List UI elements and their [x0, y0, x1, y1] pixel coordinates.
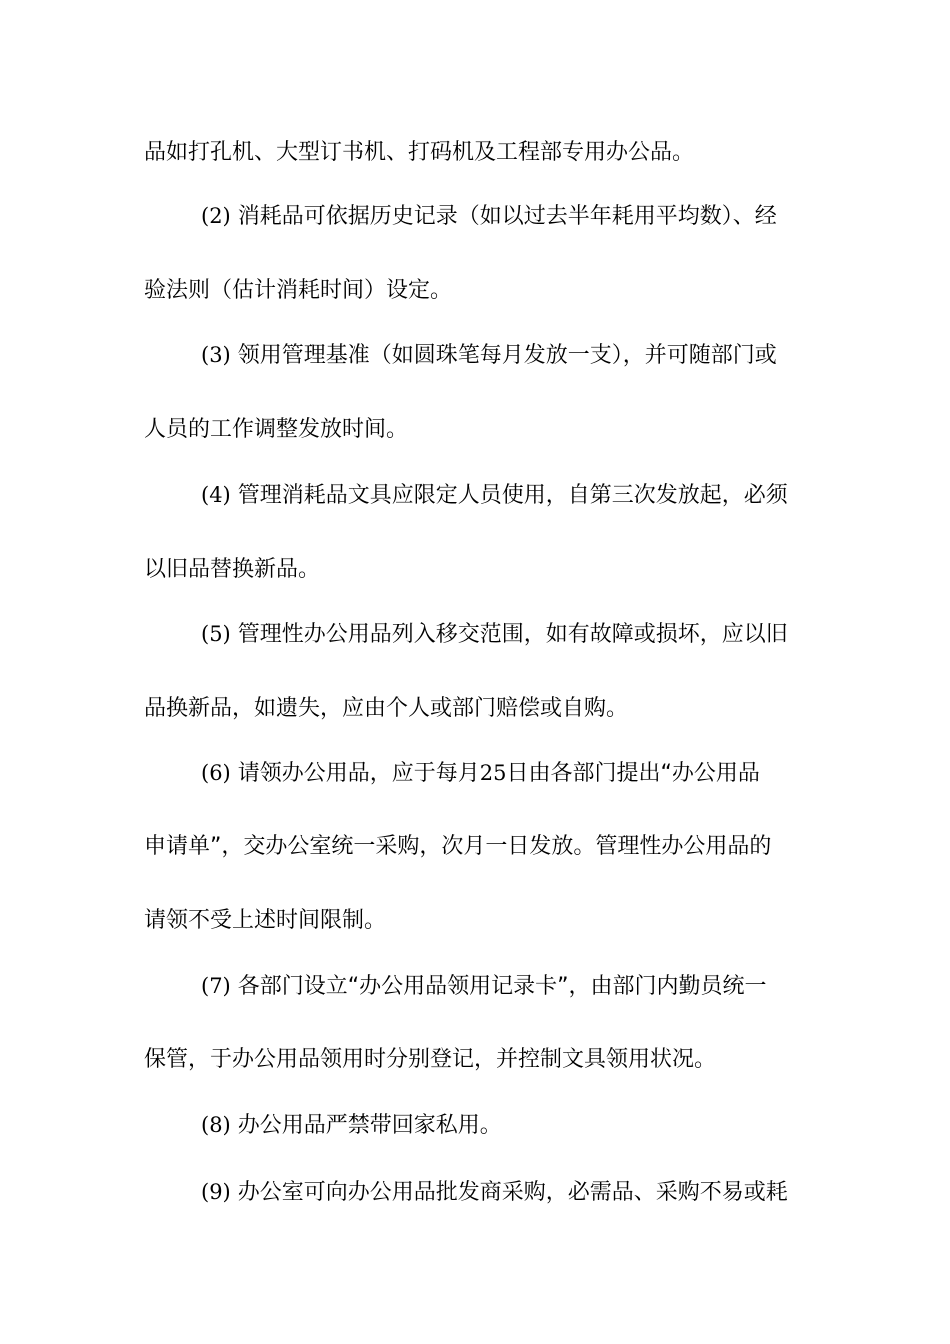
item-marker-6: (6)	[201, 761, 231, 785]
item-marker-7: (7)	[201, 974, 231, 998]
line-text: 管理性办公用品列入移交范围，如有故障或损坏，应以旧	[237, 622, 788, 647]
item-marker-4: (4)	[201, 483, 231, 507]
item-6-line-3	[144, 906, 814, 936]
item-2-line-1	[201, 201, 871, 232]
item-marker-5: (5)	[201, 622, 231, 646]
item-2-line-2	[144, 276, 814, 306]
item-3-line-1	[201, 340, 871, 371]
item-marker-3: (3)	[201, 343, 231, 367]
item-4-line-2	[144, 555, 814, 585]
line-text: 消耗品可依据历史记录（如以过去半年耗用平均数）、经	[237, 204, 777, 229]
line-text: 办公室可向办公用品批发商采购，必需品、采购不易或耗	[237, 1180, 788, 1205]
line-text: 保管，于办公用品领用时分别登记，并控制文具领用状况。	[144, 1047, 717, 1072]
item-9-line-1	[201, 1177, 871, 1208]
line-text: 请领办公用品，应于每月	[237, 761, 480, 786]
line-text: 日由各部门提出“办公用品	[506, 761, 760, 786]
line-text: 各部门设立“办公用品领用记录卡”，由部门内勤员统一	[237, 974, 767, 999]
line-text: 申请单”，交办公室统一采购，次月一日发放。管理性办公用品的	[144, 834, 772, 859]
line-text: 请领不受上述时间限制。	[144, 908, 387, 933]
line-text: 品换新品，如遗失，应由个人或部门赔偿或自购。	[144, 696, 629, 721]
item-8-line-1	[201, 1110, 871, 1141]
day-number: 25	[479, 761, 507, 785]
item-3-line-2	[144, 415, 814, 445]
line-text: 领用管理基准（如圆珠笔每月发放一支），并可随部门或	[237, 343, 777, 368]
item-marker-8: (8)	[201, 1113, 231, 1137]
item-7-line-2	[144, 1045, 814, 1075]
line-text: 验法则（估计消耗时间）设定。	[144, 278, 453, 303]
line-text: 人员的工作调整发放时间。	[144, 417, 409, 442]
item-5-line-2	[144, 694, 814, 724]
line-text: 品如打孔机、大型订书机、打码机及工程部专用办公品。	[144, 140, 695, 165]
item-marker-9: (9)	[201, 1180, 231, 1204]
item-4-line-1	[201, 480, 871, 511]
item-7-line-1	[201, 971, 871, 1002]
text-line-1	[144, 138, 814, 168]
line-text: 以旧品替换新品。	[144, 557, 321, 582]
line-text: 管理消耗品文具应限定人员使用，自第三次发放起，必须	[237, 483, 788, 508]
line-text: 办公用品严禁带回家私用。	[237, 1113, 502, 1138]
item-6-line-1	[201, 758, 871, 789]
item-6-line-2	[144, 832, 814, 862]
item-marker-2: (2)	[201, 204, 231, 228]
item-5-line-1	[201, 619, 871, 650]
